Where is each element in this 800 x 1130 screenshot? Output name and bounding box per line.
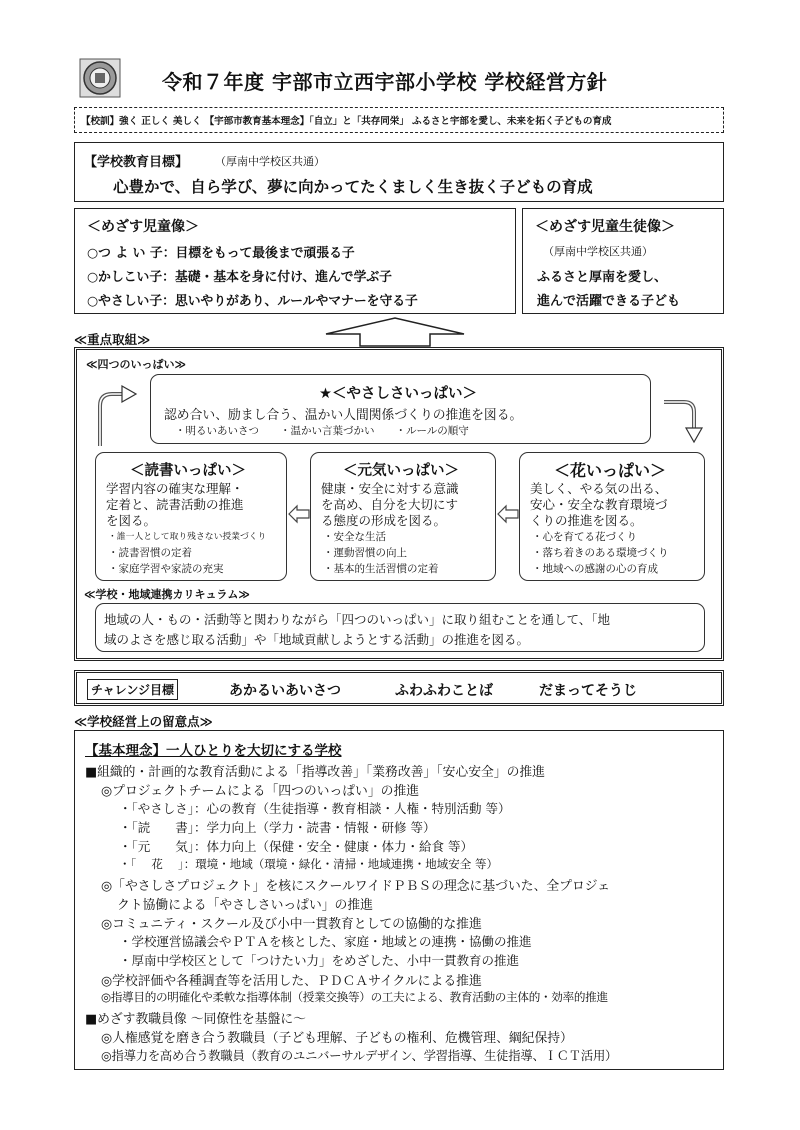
curriculum-line: 域のよさを感じ取る活動」や「地域貢献しようとする活動」の推進を図る。 xyxy=(104,632,530,647)
notes-line: ■組織的・計画的な教育活動による「指導改善」「業務改善」「安心安全」の推進 xyxy=(85,765,545,780)
reading-bullet: ・家庭学習や家読の充実 xyxy=(108,563,224,575)
flower-bullet: ・心を育てる花づくり xyxy=(532,531,637,543)
energy-bullet: ・運動習慣の向上 xyxy=(323,547,407,559)
kindness-title: ★＜やさしさいっぱい＞ xyxy=(319,386,477,402)
school-goal-note: （厚南中学校区共通） xyxy=(215,155,325,168)
notes-line: ・「 花 」：環境・地域（環境・緑化・清掃・地域連携・地域安全 等） xyxy=(119,857,498,871)
flower-bullet: ・落ち着きのある環境づくり xyxy=(532,547,669,559)
reading-line: 定着と、読書活動の推進 xyxy=(106,497,244,512)
flower-line: 安心・安全な教育環境づ xyxy=(530,497,668,512)
curved-arrow-right-icon xyxy=(662,396,712,448)
school-goal-box xyxy=(74,142,724,202)
motto-text: 【校訓】強く 正しく 美しく 【宇部市教育基本理念】「自立」と「共存同栄」 ふるさと宇部を愛し、未来を拓く子どもの育成 xyxy=(81,116,612,127)
notes-line: ・学校運営協議会やＰＴＡを核とした、家庭・地域との連携・協働の推進 xyxy=(119,934,532,949)
notes-box xyxy=(74,730,724,1070)
energy-title: ＜元気いっぱい＞ xyxy=(343,463,459,479)
four-label: ≪四つのいっぱい≫ xyxy=(86,358,187,371)
kindness-bullets: ・明るいあいさつ ・温かい言葉づかい ・ルールの順守 xyxy=(175,425,469,437)
curriculum-box xyxy=(95,603,705,652)
notes-line: ◎「やさしさプロジェクト」を核にスクールワイドＰＢＳの理念に基づいた、全プロジェ xyxy=(101,879,611,894)
up-arrow-icon xyxy=(322,316,468,348)
left-arrow-icon xyxy=(497,505,519,523)
focus-label: ≪重点取組≫ xyxy=(74,332,151,347)
challenge-label: チャレンジ目標 xyxy=(87,679,178,700)
emblem-icon xyxy=(79,58,121,98)
curriculum-line: 地域の人・もの・活動等と関わりながら「四つのいっぱい」に取り組むことを通して、「地 xyxy=(104,612,611,627)
challenge-item: あかるいあいさつ xyxy=(229,683,341,699)
school-emblem xyxy=(79,58,121,98)
ideal-student-note: （厚南中学校区共通） xyxy=(543,245,653,258)
notes-line: ■めざす教職員像 〜同僚性を基盤に〜 xyxy=(85,1012,306,1027)
ideal-child-heading: ＜めざす児童像＞ xyxy=(87,219,199,235)
reading-title: ＜読書いっぱい＞ xyxy=(130,463,246,479)
flower-line: くりの推進を図る。 xyxy=(530,513,643,528)
energy-line: る態度の形成を図る。 xyxy=(321,513,447,528)
notes-line: ◎指導力を高め合う教職員（教育のユニバーサルデザイン、学習指導、生徒指導、ＩＣＴ活用） xyxy=(101,1049,618,1063)
notes-line: ・「やさしさ」：心の教育（生徒指導・教育相談・人権・特別活動 等） xyxy=(119,801,511,816)
notes-line: ・厚南中学校区として「つけたい力」をめざした、小中一貫教育の推進 xyxy=(119,953,520,968)
notes-line: ・「読 書」：学力向上（学力・読書・情報・研修 等） xyxy=(119,820,436,835)
school-goal-text: 心豊かで、自ら学び、夢に向かってたくましく生き抜く子どもの育成 xyxy=(113,178,593,196)
notes-line: クト協働による「やさしさいっぱい」の推進 xyxy=(117,898,373,913)
reading-line: 学習内容の確実な理解・ xyxy=(106,481,244,496)
curriculum-label: ≪学校・地域連携カリキュラム≫ xyxy=(84,588,250,601)
flower-box xyxy=(519,452,705,581)
notes-line: ・「元 気」：体力向上（保健・安全・健康・体力・給食 等） xyxy=(119,839,473,854)
notes-line: ◎コミュニティ・スクール及び小中一貫教育としての協働的な推進 xyxy=(101,917,482,932)
ideal-student-line: ふるさと厚南を愛し、 xyxy=(537,270,668,285)
flower-bullet: ・地域への感謝の心の育成 xyxy=(532,563,658,575)
notes-line: ◎プロジェクトチームによる「四つのいっぱい」の推進 xyxy=(101,784,420,799)
energy-bullet: ・基本的生活習慣の定着 xyxy=(323,563,439,575)
ideal-student-line: 進んで活躍できる子ども xyxy=(537,294,681,309)
notes-line: ◎指導目的の明確化や柔軟な指導体制（授業交換等）の工夫による、教育活動の主体的・効率的推進 xyxy=(101,990,608,1004)
page-title: 令和７年度 宇部市立西宇部小学校 学校経営方針 xyxy=(162,70,608,94)
energy-box xyxy=(310,452,496,581)
notes-heading: 【基本理念】一人ひとりを大切にする学校 xyxy=(85,743,342,759)
curved-arrow-left-icon xyxy=(96,386,146,448)
energy-line: を高め、自分を大切にす xyxy=(321,497,459,512)
challenge-frame xyxy=(74,670,724,706)
notes-line: ◎人権感覚を磨き合う教職員（子ども理解、子どもの権利、危機管理、綱紀保持） xyxy=(101,1031,573,1046)
motto-box xyxy=(74,107,724,133)
left-arrow-icon xyxy=(288,505,310,523)
kindness-text: 認め合い、励まし合う、温かい人間関係づくりの推進を図る。 xyxy=(164,408,523,423)
ideal-student-heading: ＜めざす児童生徒像＞ xyxy=(535,219,675,235)
ideal-child-item: ○かしこい子：基礎・基本を身に付け、進んで学ぶ子 xyxy=(87,270,392,285)
ideal-child-item: ○つ よ い 子：目標をもって最後まで頑張る子 xyxy=(87,246,355,261)
reading-bullet: ・誰一人として取り残さない授業づくり xyxy=(108,532,267,542)
flower-line: 美しく、やる気の出る、 xyxy=(530,481,668,496)
notes-label: ≪学校経営上の留意点≫ xyxy=(74,714,213,729)
school-goal-label: 【学校教育目標】 xyxy=(84,155,189,170)
kindness-box xyxy=(150,374,651,444)
ideal-child-box xyxy=(74,208,516,314)
ideal-child-item: ○やさしい子：思いやりがあり、ルールやマナーを守る子 xyxy=(87,294,418,309)
energy-line: 健康・安全に対する意識 xyxy=(321,481,459,496)
flower-title: ＜花いっぱい＞ xyxy=(554,461,667,480)
reading-box xyxy=(95,452,287,581)
ideal-student-box xyxy=(522,208,724,314)
reading-bullet: ・読書習慣の定着 xyxy=(108,547,192,559)
energy-bullet: ・安全な生活 xyxy=(323,531,386,543)
reading-line: を図る。 xyxy=(106,513,157,528)
challenge-item: ふわふわことば xyxy=(395,683,493,699)
notes-line: ◎学校評価や各種調査等を活用した、ＰＤＣＡサイクルによる推進 xyxy=(101,974,482,989)
challenge-item: だまってそうじ xyxy=(539,683,637,699)
